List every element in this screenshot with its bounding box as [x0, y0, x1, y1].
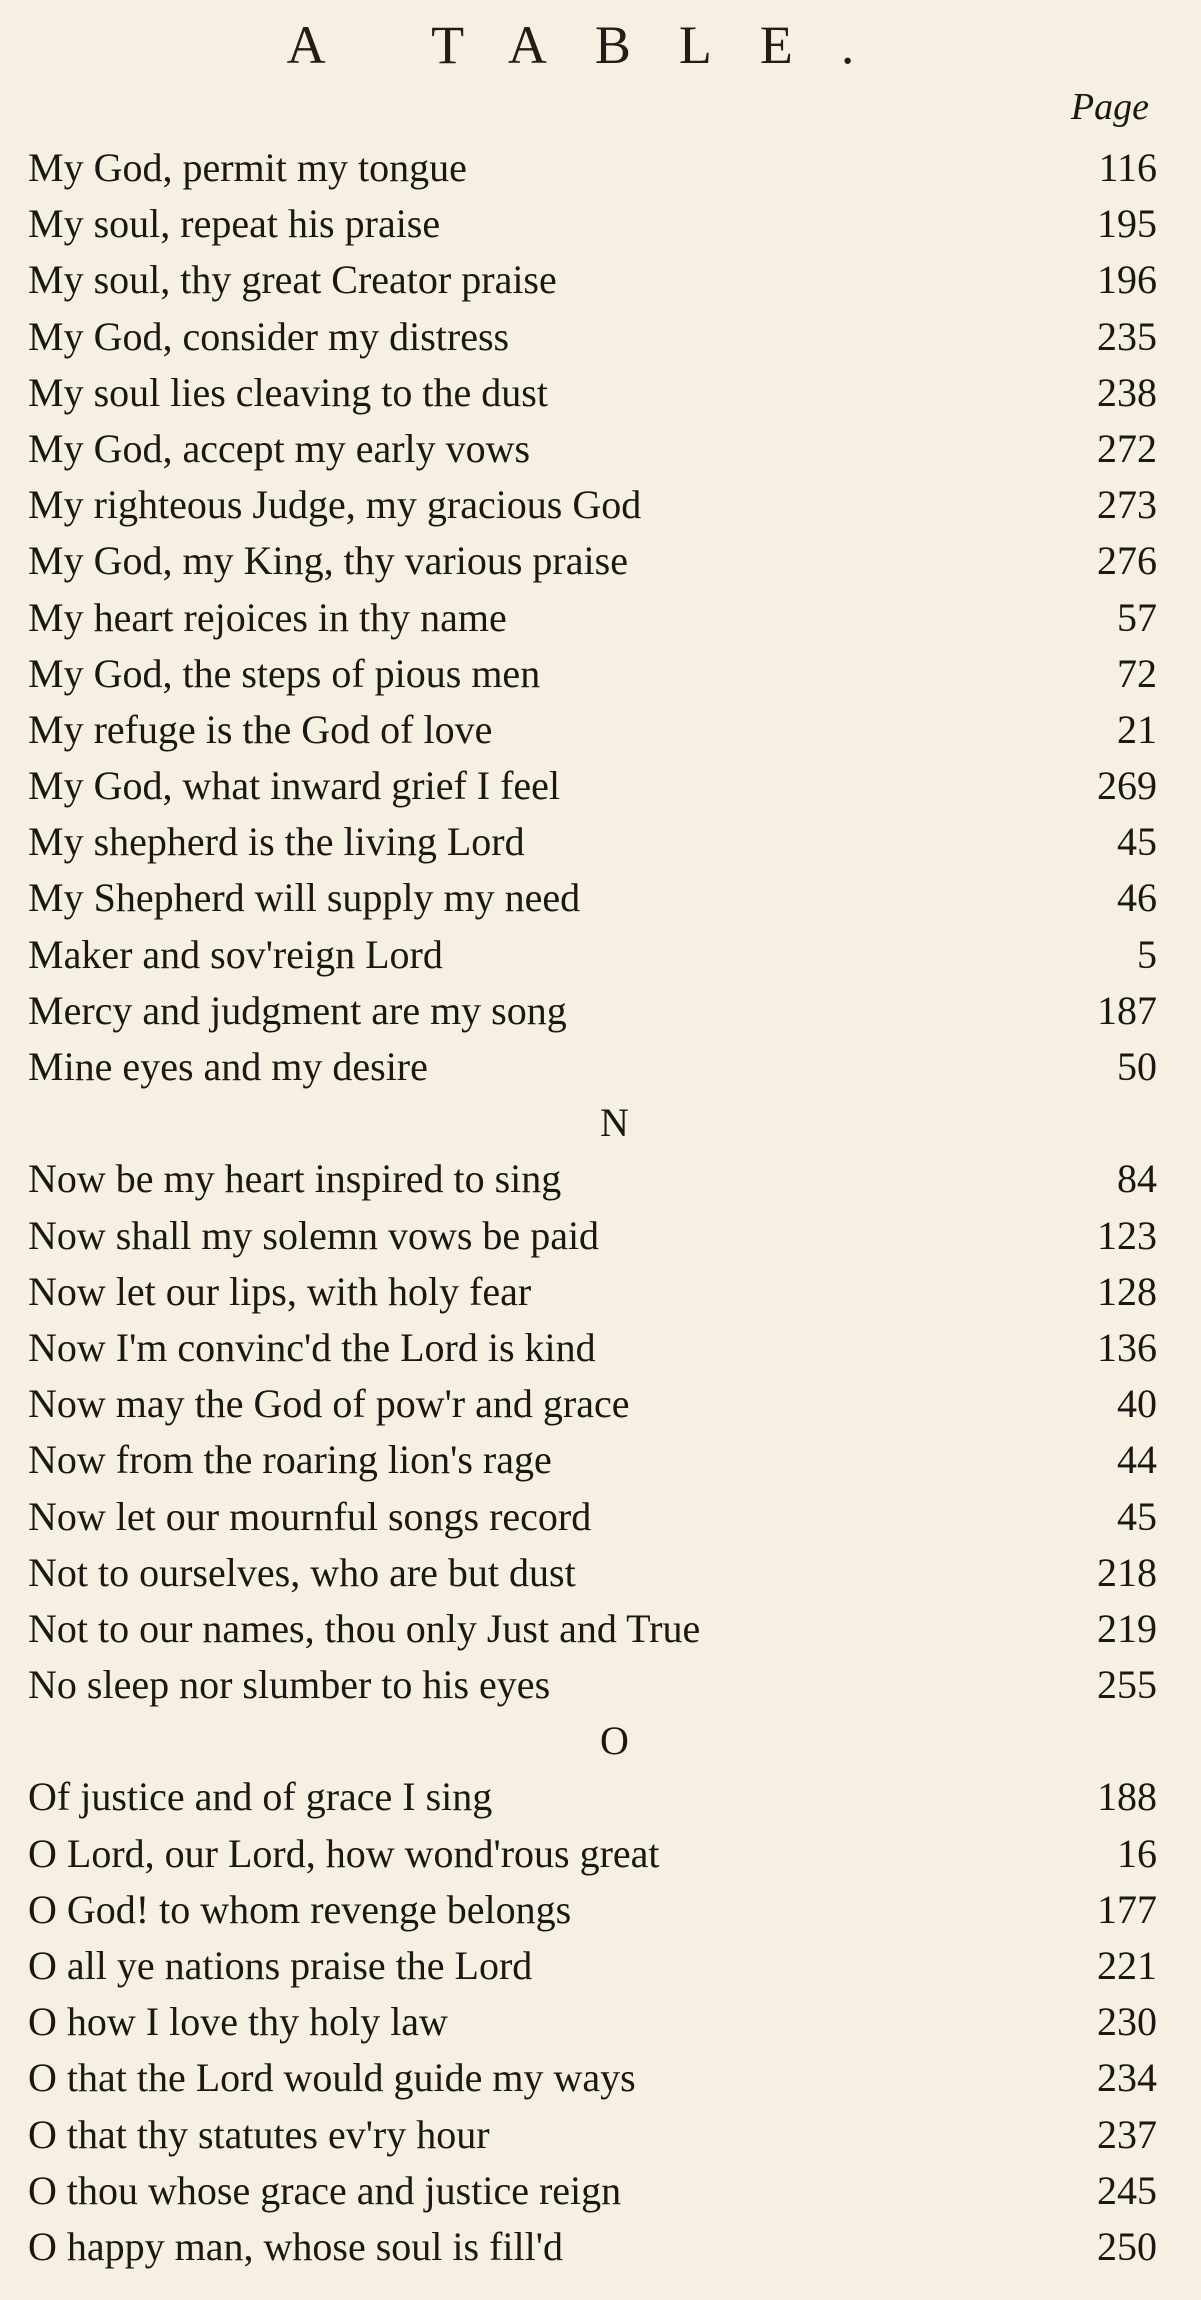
page-number: 272	[1097, 425, 1157, 471]
index-entry	[28, 196, 1161, 252]
index-entry	[28, 814, 1161, 870]
first-line: O all ye nations praise the Lord	[28, 1943, 533, 1988]
page-number: 5	[1137, 931, 1157, 977]
first-line: My soul, repeat his praise	[28, 201, 441, 247]
page-number: 84	[1117, 1156, 1157, 1202]
index-entry	[28, 590, 1161, 646]
index-entry	[28, 1882, 1161, 1938]
page-number: 44	[1117, 1437, 1157, 1483]
index-entry	[28, 252, 1161, 308]
page-number: 16	[1117, 1830, 1157, 1876]
first-line: My God, my King, thy various praise	[28, 538, 628, 584]
first-line: My refuge is the God of love	[28, 706, 493, 752]
index-entry	[28, 1601, 1161, 1657]
first-line: My God, what inward grief I feel	[28, 763, 561, 809]
page-column-label: Page	[1070, 86, 1149, 128]
page-number: 128	[1097, 1268, 1157, 1314]
page-number: 187	[1097, 987, 1157, 1033]
page-number: 238	[1097, 369, 1157, 415]
first-line: My God, consider my distress	[28, 313, 510, 359]
index-entry	[28, 2163, 1161, 2219]
index-list	[28, 1769, 1161, 2275]
index-entry	[28, 1994, 1161, 2050]
page-number: 218	[1097, 1549, 1157, 1595]
page-number: 45	[1117, 1493, 1157, 1539]
page-title: A TABLE.	[286, 15, 903, 75]
page-number: 45	[1117, 819, 1157, 865]
page-number: 72	[1117, 650, 1157, 696]
first-line: Now may the God of pow'r and grace	[28, 1381, 630, 1427]
index-entry	[28, 870, 1161, 926]
index-entry	[28, 702, 1161, 758]
index-entry	[28, 1545, 1161, 1601]
first-line: O God! to whom revenge belongs	[28, 1886, 572, 1932]
index-list	[28, 1151, 1161, 1713]
page-number: 269	[1097, 763, 1157, 809]
index-entry	[28, 983, 1161, 1039]
first-line: Now shall my solemn vows be paid	[28, 1212, 600, 1258]
first-line: Now from the roaring lion's rage	[28, 1437, 552, 1483]
index-entry	[28, 1938, 1161, 1994]
index-entry	[28, 365, 1161, 421]
page-number: 245	[1097, 2167, 1157, 2213]
page-number: 237	[1097, 2111, 1157, 2157]
page-number: 123	[1097, 1212, 1157, 1258]
page-number: 177	[1097, 1886, 1157, 1932]
first-line: Now let our mournful songs record	[28, 1493, 592, 1539]
first-line: O that thy statutes ev'ry hour	[28, 2111, 490, 2157]
index-entry	[28, 2219, 1161, 2275]
page-number: 221	[1097, 1943, 1157, 1988]
index-entry	[28, 1769, 1161, 1825]
page-number: 40	[1117, 1381, 1157, 1427]
first-line: O thou whose grace and justice reign	[28, 2167, 622, 2213]
first-line: My God, accept my early vows	[28, 425, 531, 471]
index-entry	[28, 927, 1161, 983]
page-number: 255	[1097, 1662, 1157, 1708]
page-number: 250	[1097, 2223, 1157, 2269]
page-number: 273	[1097, 482, 1157, 528]
first-line: O happy man, whose soul is fill'd	[28, 2223, 563, 2269]
section-letter: N	[600, 1100, 629, 1146]
index-entry	[28, 1039, 1161, 1095]
page-number: 235	[1097, 313, 1157, 359]
page-number: 234	[1097, 2055, 1157, 2101]
first-line: No sleep nor slumber to his eyes	[28, 1662, 551, 1708]
first-line: O how I love thy holy law	[28, 1999, 448, 2045]
page-number: 196	[1097, 257, 1157, 303]
page-number: 219	[1097, 1605, 1157, 1651]
section-letter: O	[600, 1718, 629, 1764]
first-line: My soul, thy great Creator praise	[28, 257, 557, 303]
index-entry	[28, 2050, 1161, 2106]
first-line: Not to ourselves, who are but dust	[28, 1549, 576, 1595]
first-line: My heart rejoices in thy name	[28, 594, 507, 640]
page-number: 195	[1097, 201, 1157, 247]
index-entry	[28, 1208, 1161, 1264]
first-line: O that the Lord would guide my ways	[28, 2055, 636, 2101]
index-entry	[28, 1657, 1161, 1713]
index-entry	[28, 1320, 1161, 1376]
index-entry	[28, 421, 1161, 477]
first-line: My God, permit my tongue	[28, 145, 467, 190]
page-number: 136	[1097, 1324, 1157, 1370]
first-line: My God, the steps of pious men	[28, 650, 541, 696]
first-line: My soul lies cleaving to the dust	[28, 369, 548, 415]
first-line: Now let our lips, with holy fear	[28, 1268, 532, 1314]
first-line: My shepherd is the living Lord	[28, 819, 525, 865]
first-line: Of justice and of grace I sing	[28, 1774, 493, 1820]
index-entry	[28, 1826, 1161, 1882]
page-number: 21	[1117, 706, 1157, 752]
index-entry	[28, 1489, 1161, 1545]
page-number: 188	[1097, 1774, 1157, 1820]
index-entry	[28, 309, 1161, 365]
index-entry	[28, 1151, 1161, 1207]
index-list	[28, 140, 1161, 1095]
first-line: Mine eyes and my desire	[28, 1044, 428, 1089]
index-entry	[28, 1432, 1161, 1488]
first-line: Now I'm convinc'd the Lord is kind	[28, 1324, 596, 1370]
index-entry	[28, 1264, 1161, 1320]
first-line: Maker and sov'reign Lord	[28, 931, 443, 977]
first-line: Mercy and judgment are my song	[28, 987, 567, 1033]
page-number: 276	[1097, 538, 1157, 584]
first-line: Now be my heart inspired to sing	[28, 1156, 562, 1202]
index-entry	[28, 477, 1161, 533]
index-entry	[28, 140, 1161, 196]
first-line: O Lord, our Lord, how wond'rous great	[28, 1830, 660, 1876]
page-number: 46	[1117, 875, 1157, 921]
index-entry	[28, 533, 1161, 589]
page-number: 50	[1117, 1044, 1157, 1089]
index-entry	[28, 758, 1161, 814]
first-line: My Shepherd will supply my need	[28, 875, 581, 921]
page-number: 116	[1098, 145, 1157, 190]
page-number: 230	[1097, 1999, 1157, 2045]
first-line: My righteous Judge, my gracious God	[28, 482, 642, 528]
page-number: 57	[1117, 594, 1157, 640]
index-entry	[28, 2107, 1161, 2163]
first-line: Not to our names, thou only Just and True	[28, 1605, 701, 1651]
index-entry	[28, 1376, 1161, 1432]
index-body	[28, 140, 1161, 2275]
index-entry	[28, 646, 1161, 702]
